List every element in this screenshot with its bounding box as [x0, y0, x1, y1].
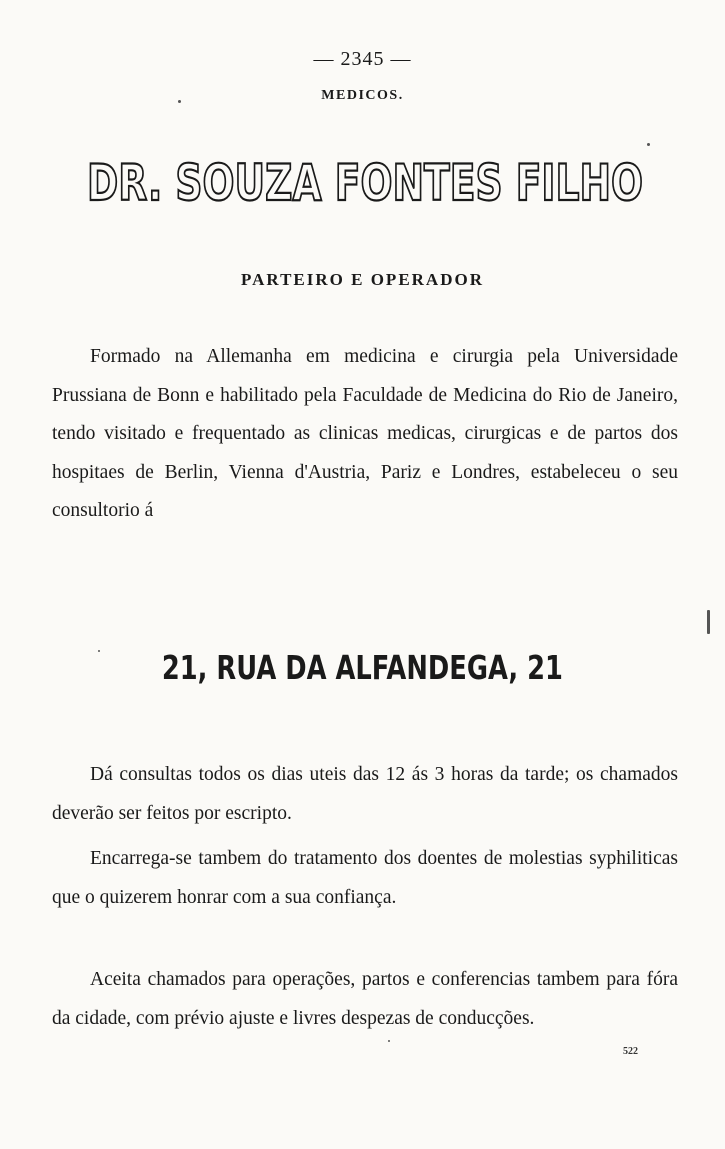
ink-speck — [388, 1040, 390, 1042]
section-heading: MEDICOS. — [321, 88, 404, 103]
doctor-name: DR. SOUZA FONTES FILHO — [87, 154, 643, 212]
office-address: 21, RUA DA ALFANDEGA, 21 — [161, 648, 563, 687]
treatment-paragraph: Encarrega-se tambem do tratamento dos doentes de molestias syphiliticas que o quizerem honrar com a sua confiança. — [52, 848, 678, 908]
doctor-name-banner — [85, 148, 645, 218]
ink-speck — [178, 100, 181, 103]
house-calls-paragraph: Aceita chamados para operações, partos e conferencias tambem para fóra da cidade, com prévio ajuste e livres despezas de conducções. — [52, 969, 678, 1029]
printer-mark: 522 — [623, 1046, 638, 1057]
ink-speck — [647, 143, 650, 146]
page-number: — 2345 — — [313, 48, 412, 70]
ink-speck — [98, 650, 100, 652]
hours-paragraph: Dá consultas todos os dias uteis das 12 ás 3 horas da tarde; os chamados deverão ser feitos por escripto. — [52, 764, 678, 824]
credentials-paragraph: Formado na Allemanha em medicina e cirurgia pela Universidade Prussiana de Bonn e habilitado pela Faculdade de Medicina do Rio de Janeiro, tendo visitado e frequentado as clinicas medicas, cirurgicas e de partos dos hospitaes de Berlin, Vienna d'Austria, Pariz e Londres, estabeleceu o seu consultorio á — [52, 346, 678, 521]
profession-title: PARTEIRO E OPERADOR — [241, 270, 484, 289]
ink-speck — [707, 610, 710, 634]
